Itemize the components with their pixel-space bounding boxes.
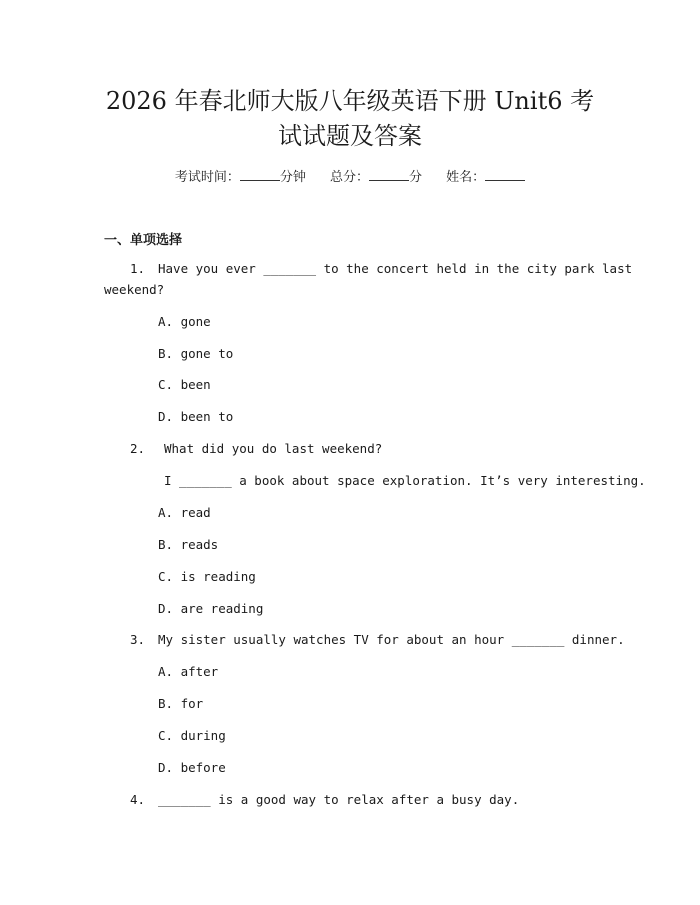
question-3-option-c: C. during	[158, 728, 226, 743]
question-3-option-d: D. before	[158, 760, 226, 775]
exam-time	[175, 168, 306, 188]
question-3-text-line-1: My sister usually watches TV for about an hour _______ dinner.	[158, 632, 625, 647]
question-2-option-c: C. is reading	[158, 569, 256, 584]
question-1-option-b: B. gone to	[158, 346, 234, 361]
question-4-text-line-1: _______ is a good way to relax after a busy day.	[158, 792, 520, 807]
question-1-number: 1.	[130, 261, 146, 276]
student-name-label: 姓名：	[446, 170, 486, 185]
section-title: 一、单项选择	[104, 233, 183, 248]
exam-info	[0, 168, 700, 188]
question-1-option-a: A. gone	[158, 314, 211, 329]
question-2-option-d: D. are reading	[158, 601, 264, 616]
question-2-number: 2.	[130, 441, 146, 456]
page-title-line-1: 2026 年春北师大版八年级英语下册 Unit6 考	[105, 87, 595, 115]
page-title-line-2: 试试题及答案	[278, 122, 422, 150]
total-score-blank	[369, 168, 409, 181]
total-score-label: 总分：	[329, 170, 369, 185]
question-2-text-line-1: What did you do last weekend?	[164, 441, 383, 456]
exam-time-label: 考试时间：	[174, 170, 240, 185]
total-score	[330, 168, 422, 188]
question-1-option-d: D. been to	[158, 409, 234, 424]
question-2-option-a: A. read	[158, 505, 211, 520]
question-3-number: 3.	[130, 632, 146, 647]
student-name	[446, 168, 525, 188]
question-2-option-b: B. reads	[158, 537, 219, 552]
question-2-text-line-2: I _______ a book about space exploration. It’s very interesting.	[164, 473, 646, 488]
exam-time-unit: 分钟	[279, 170, 306, 185]
question-4-number: 4.	[130, 792, 146, 807]
question-3-option-b: B. for	[158, 696, 204, 711]
exam-time-blank	[240, 168, 280, 181]
student-name-blank	[485, 168, 525, 181]
question-3-option-a: A. after	[158, 664, 219, 679]
question-1-option-c: C. been	[158, 377, 211, 392]
total-score-unit: 分	[409, 170, 423, 185]
question-1-text-line-2: weekend?	[104, 282, 165, 297]
question-1-text-line-1: Have you ever _______ to the concert held in the city park last	[158, 261, 633, 276]
